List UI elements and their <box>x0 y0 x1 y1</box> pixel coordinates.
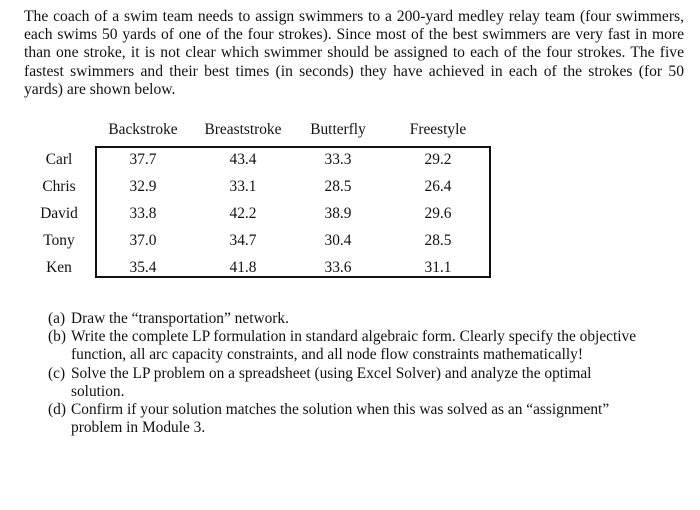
question-text: Solve the LP problem on a spreadsheet (using Excel Solver) and analyze the optimal solution. <box>71 364 592 400</box>
column-header-backstroke: Backstroke <box>108 121 178 138</box>
question-text: Write the complete LP formulation in standard algebraic form. Clearly specify the objective function, all arc capacity constraints, and all node flow constraints mathematically! <box>71 328 637 364</box>
question-text: Draw the “transportation” network. <box>71 310 289 327</box>
row-label-ken: Ken <box>46 259 72 276</box>
table-cell: 33.8 <box>129 205 157 222</box>
table-cell: 32.9 <box>129 178 157 195</box>
column-header-freestyle: Freestyle <box>409 121 467 138</box>
table-cell: 37.0 <box>129 232 157 249</box>
row-label-tony: Tony <box>43 232 75 249</box>
table-cell: 34.7 <box>229 232 257 249</box>
table-cell: 42.2 <box>229 205 257 222</box>
table-cell: 41.8 <box>229 259 257 276</box>
row-label-david: David <box>40 205 78 222</box>
table-cell: 33.3 <box>324 151 352 168</box>
table-cell: 38.9 <box>324 205 352 222</box>
column-header-breaststroke: Breaststroke <box>204 121 282 138</box>
question-letter: (a) <box>48 310 66 327</box>
table-cell: 33.6 <box>324 259 352 276</box>
table-cell: 37.7 <box>129 151 157 168</box>
question-item <box>48 401 648 437</box>
question-text: Confirm if your solution matches the solution when this was solved as an “assignment” problem in Module 3. <box>71 401 610 437</box>
question-letter: (c) <box>48 364 66 382</box>
row-label-carl: Carl <box>45 151 73 168</box>
table-cell: 33.1 <box>229 178 257 195</box>
question-item <box>48 328 648 364</box>
table-cell: 29.2 <box>424 151 452 168</box>
table-cell: 30.4 <box>324 232 352 249</box>
table-cell: 31.1 <box>424 259 452 276</box>
problem-intro: The coach of a swim team needs to assign swimmers to a 200-yard medley relay team (four swimmers, each swims 50 yards of one of the four strokes). Since most of the best swimmers are very fast in more than one stroke, it is not clear which swimmer should be assigned to each of the four strokes. The five fastest swimmers and their best times (in seconds) they have achieved in each of the strokes (for 50 yards) are shown below. <box>24 8 684 98</box>
table-cell: 26.4 <box>424 178 452 195</box>
question-letter: (d) <box>48 401 66 419</box>
table-cell: 29.6 <box>424 205 452 222</box>
question-list <box>48 310 648 437</box>
table-cell: 28.5 <box>424 232 452 249</box>
question-item <box>48 310 648 328</box>
table-cell: 43.4 <box>229 151 257 168</box>
row-label-chris: Chris <box>42 178 76 195</box>
table-cell: 35.4 <box>129 259 157 276</box>
question-letter: (b) <box>48 328 66 346</box>
column-header-butterfly: Butterfly <box>310 121 366 138</box>
question-item <box>48 365 648 401</box>
table-cell: 28.5 <box>324 178 352 195</box>
